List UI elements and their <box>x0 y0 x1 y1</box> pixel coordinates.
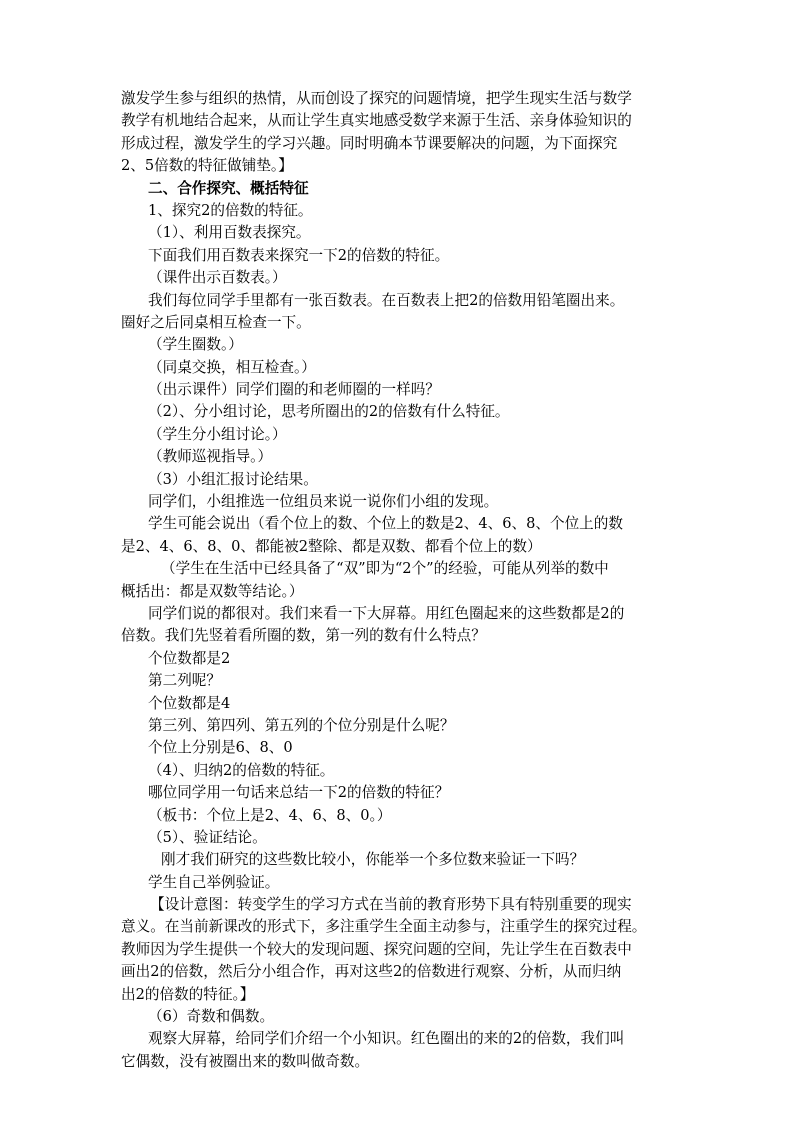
document-line: （学生分小组讨论。） <box>148 425 287 443</box>
document-line: 出2的倍数的特征。】 <box>121 985 255 1003</box>
document-line: 学生可能会说出（看个位上的数、个位上的数是2、4、6、8、个位上的数 <box>148 515 623 533</box>
document-line: 画出2的倍数，然后分小组合作，再对这些2的倍数进行观察、分析，从而归纳 <box>121 963 622 981</box>
document-line: 1、探究2的倍数的特征。 <box>148 201 313 219</box>
document-line: （教师巡视指导。） <box>148 448 273 466</box>
document-line: （学生在生活中已经具备了“双”即为“2个”的经验，可能从列举的数中 <box>161 560 609 578</box>
document-line: 哪位同学用一句话来总结一下2的倍数的特征？ <box>148 784 450 802</box>
document-line: 圈好之后同桌相互检查一下。 <box>121 313 311 331</box>
document-line: （出示课件）同学们圈的和老师圈的一样吗？ <box>148 381 440 399</box>
document-line: （课件出示百数表。） <box>148 269 287 287</box>
document-line: 教学有机地结合起来，从而让学生真实地感受数学来源于生活、亲身体验知识的 <box>121 112 632 130</box>
document-line: 同学们说的都很对。我们来看一下大屏幕。用红色圈起来的这些数都是2的 <box>148 604 625 622</box>
document-line: 个位上分别是6、8、0 <box>148 739 293 757</box>
document-line: 2、5倍数的特征做铺垫。】 <box>121 157 293 175</box>
document-line: （1）、利用百数表探究。 <box>148 224 311 242</box>
document-line: 个位数都是2 <box>148 649 231 667</box>
document-line: 同学们，小组推选一位组员来说一说你们小组的发现。 <box>148 493 499 511</box>
document-line: （2）、分小组讨论，思考所圈出的2的倍数有什么特征。 <box>148 403 510 421</box>
document-line: 下面我们用百数表来探究一下2的倍数的特征。 <box>148 246 450 264</box>
document-line: 它偶数，没有被圈出来的数叫做奇数。 <box>121 1052 370 1070</box>
document-line: 倍数。我们先竖着看所圈的数，第一列的数有什么特点？ <box>121 627 486 645</box>
document-line: 【设计意图：转变学生的学习方式在当前的教育形势下具有特别重要的现实 <box>150 896 632 914</box>
document-line: 是2、4、6、8、0、都能被2整除、都是双数、都看个位上的数） <box>121 537 542 555</box>
document-line: 第二列呢？ <box>148 672 221 690</box>
document-line: 形成过程，激发学生的学习兴趣。同时明确本节课要解决的问题，为下面探究 <box>121 134 618 152</box>
document-line: （同桌交换，相互检查。） <box>148 358 316 376</box>
document-line: （3）小组汇报讨论结果。 <box>148 470 318 488</box>
document-line: （板书：个位上是2、4、6、8、0。） <box>148 806 392 824</box>
document-line: 我们每位同学手里都有一张百数表。在百数表上把2的倍数用铅笔圈出来。 <box>148 291 625 309</box>
section-heading: 二、合作探究、概括特征 <box>148 179 309 197</box>
document-line: （学生圈数。） <box>148 336 243 354</box>
document-line: 观察大屏幕，给同学们介绍一个小知识。红色圈出的来的2的倍数，我们叫 <box>148 1030 625 1048</box>
document-line: （5）、验证结论。 <box>148 828 267 846</box>
document-line: 学生自己举例验证。 <box>148 873 280 891</box>
document-line: （4）、归纳2的倍数的特征。 <box>148 761 335 779</box>
document-line: 个位数都是4 <box>148 694 231 712</box>
document-line: 第三列、第四列、第五列的个位分别是什么呢？ <box>148 716 455 734</box>
document-line: 教师因为学生提供一个较大的发现问题、探究问题的空间，先让学生在百数表中 <box>121 940 632 958</box>
document-line: 概括出：都是双数等结论。） <box>121 582 304 600</box>
document-line: 意义。在当前新课改的形式下，多注重学生全面主动参与，注重学生的探究过程。 <box>121 918 647 936</box>
document-body <box>121 88 677 1073</box>
document-line: 激发学生参与组织的热情，从而创设了探究的问题情境，把学生现实生活与数学 <box>121 90 632 107</box>
document-line: 刚才我们研究的这些数比较小，你能举一个多位数来验证一下吗？ <box>161 851 585 869</box>
document-line: （6）奇数和偶数。 <box>148 1008 275 1026</box>
